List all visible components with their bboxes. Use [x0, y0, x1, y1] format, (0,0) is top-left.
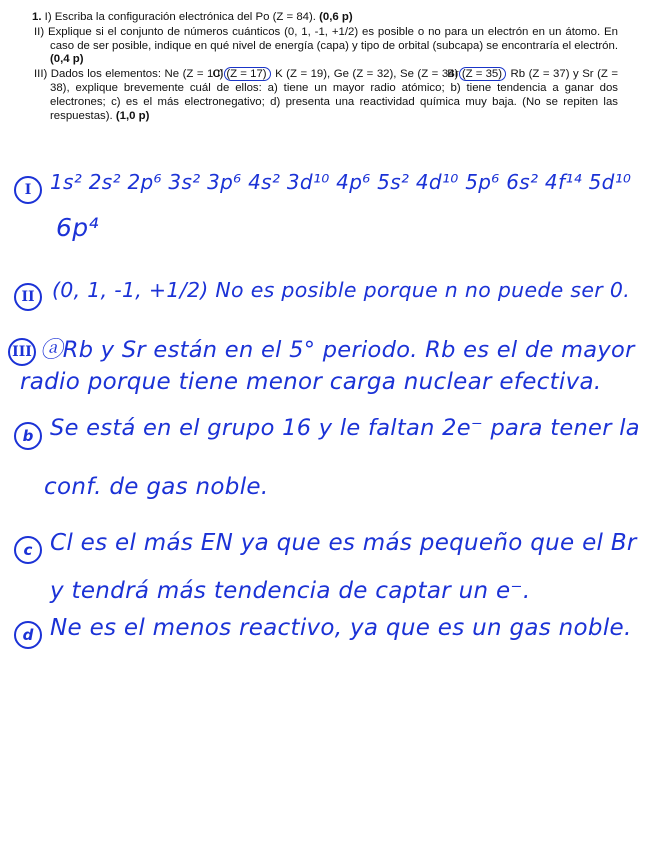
question-1-points: (0,6 p) — [319, 11, 353, 23]
circled-cl: Cl (Z = 17) — [224, 67, 270, 81]
question-3 — [32, 68, 618, 123]
answer-3a-line-2: radio porque tiene menor carga nuclear efectiva. — [20, 369, 602, 395]
question-1 — [32, 11, 618, 25]
answer-3c-line-1: Cl es el más EN ya que es más pequeño que el Br — [50, 530, 637, 556]
question-number: 1. — [32, 11, 42, 23]
answer-1-line-1: 1s² 2s² 2p⁶ 3s² 3p⁶ 4s² 3d¹⁰ 4p⁶ 5s² 4d¹⁰ 5p⁶ 6s² 4f¹⁴ 5d¹⁰ — [50, 170, 632, 194]
answer-3c-line-2: y tendrá más tendencia de captar un e⁻. — [50, 578, 531, 604]
question-3-rest: Rb (Z = 37) y Sr (Z = 38), explique brevemente cuál de ellos: a) tiene un mayor radio atómico; b) tiene tendencia a ganar dos electrones; c) es el más electronegativo; d) presenta una reactividad química muy baja. (No se repiten las respuestas). — [50, 68, 618, 122]
question-1-text: I) Escriba la configuración electrónica del Po (Z = 84). — [41, 11, 320, 23]
question-2 — [32, 26, 618, 67]
answer-3a-line-1: ⓐRb y Sr están en el 5° periodo. Rb es el de mayor — [40, 337, 635, 363]
answer-marker-b: b — [14, 422, 42, 450]
answer-marker-2: II — [14, 283, 42, 311]
answer-2: (0, 1, -1, +1/2) No es posible porque n no puede ser 0. — [52, 278, 631, 302]
question-2-points: (0,4 p) — [50, 53, 84, 66]
question-3-intro: III) Dados los elementos: Ne (Z = 10) — [34, 68, 224, 81]
answer-3d: Ne es el menos reactivo, ya que es un gas noble. — [50, 615, 632, 641]
question-3-points: (1,0 p) — [115, 109, 150, 122]
question-2-text: II) Explique si el conjunto de números cuánticos (0, 1, -1, +1/2) es posible o no para un electrón en un átomo. En caso de ser posible, indique en qué nivel de energía (capa) y tipo de orbital (subcapa) se encontraría el electrón. — [34, 25, 618, 52]
question-3-mid: K (Z = 19), Ge (Z = 32), Se (Z = 34) — [271, 68, 459, 81]
answer-3b-line-1: Se está en el grupo 16 y le faltan 2e⁻ para tener la — [50, 415, 640, 441]
answer-marker-c: c — [14, 536, 42, 564]
answer-marker-3: III — [8, 338, 36, 366]
answer-1-line-2: 6p⁴ — [56, 213, 99, 242]
answer-3b-line-2: conf. de gas noble. — [44, 474, 269, 500]
answer-marker-d: d — [14, 621, 42, 649]
answer-marker-1: I — [14, 176, 42, 204]
question-block — [32, 11, 618, 123]
circled-br: Br (Z = 35) — [459, 67, 506, 81]
